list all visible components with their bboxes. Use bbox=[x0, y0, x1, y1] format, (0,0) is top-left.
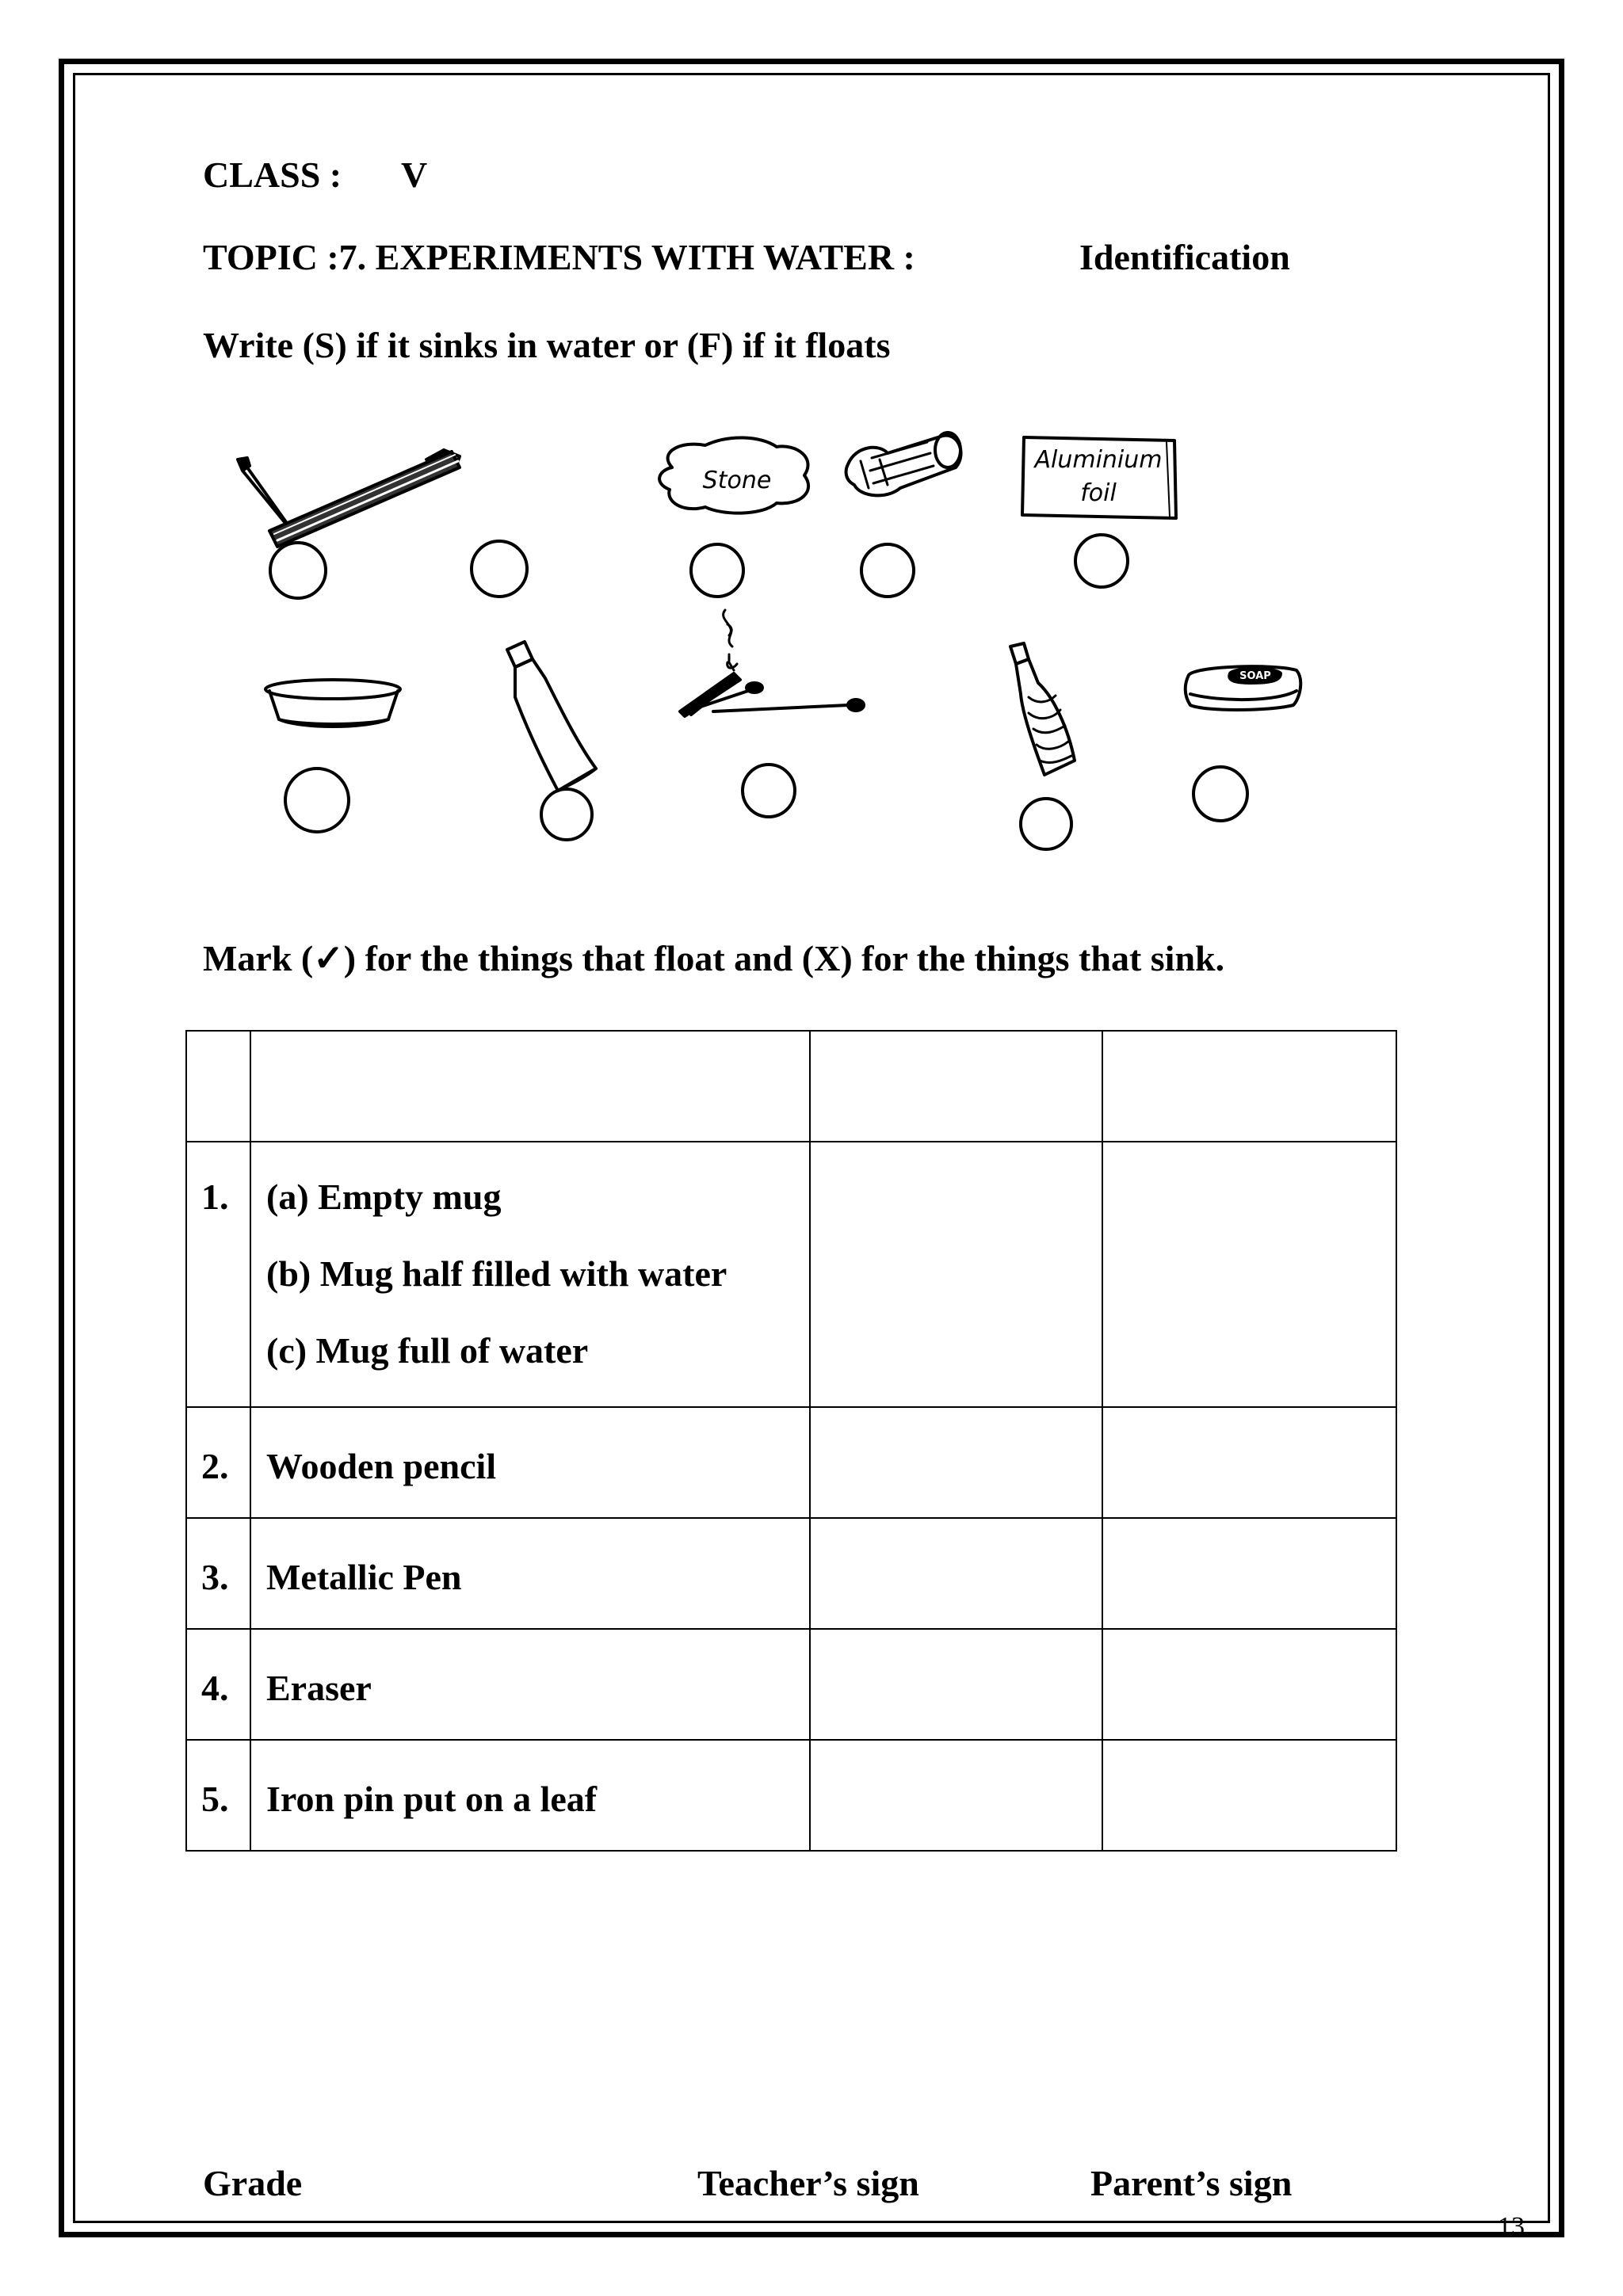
row-number: 5. bbox=[201, 1779, 229, 1819]
row-number: 4. bbox=[201, 1668, 229, 1708]
sink-mark-cell[interactable] bbox=[1103, 1408, 1396, 1517]
row-item-text: Metallic Pen bbox=[266, 1557, 462, 1597]
sink-mark-cell[interactable] bbox=[1103, 1519, 1396, 1628]
answer-circle-glass-bottle[interactable] bbox=[1021, 799, 1071, 849]
answer-circle-pencil[interactable] bbox=[472, 541, 527, 597]
check-mark-icon: ✓ bbox=[313, 938, 344, 978]
float-mark-cell[interactable] bbox=[811, 1630, 1102, 1739]
row-item-text: (a) Empty mug bbox=[266, 1177, 502, 1217]
float-mark-cell[interactable] bbox=[811, 1741, 1102, 1850]
answer-circle-log[interactable] bbox=[861, 544, 914, 597]
plate-illustration bbox=[265, 680, 400, 727]
row-item-text: (c) Mug full of water bbox=[266, 1330, 589, 1371]
float-sink-table bbox=[185, 1030, 1397, 1852]
page-number: 13 bbox=[1498, 2212, 1525, 2241]
aluminium-label-line2: foil bbox=[1080, 479, 1117, 507]
parent-sign-label: Parent’s sign bbox=[1090, 2163, 1293, 2203]
class-label: CLASS : bbox=[203, 154, 342, 195]
answer-circle-pin[interactable] bbox=[270, 543, 326, 598]
table-header-row bbox=[185, 1030, 1397, 1141]
topic-type: Identification bbox=[1079, 237, 1290, 277]
aluminium-foil-illustration bbox=[1022, 437, 1176, 518]
row-item-text: Iron pin put on a leaf bbox=[266, 1779, 598, 1819]
aluminium-label-line1: Aluminium bbox=[1034, 446, 1163, 474]
float-mark-cell[interactable] bbox=[811, 1142, 1102, 1406]
sink-float-illustrations bbox=[190, 412, 1347, 856]
answer-circle-plate[interactable] bbox=[285, 769, 349, 832]
row-item-text: Eraser bbox=[266, 1668, 372, 1708]
row-number: 1. bbox=[201, 1177, 229, 1217]
answer-circle-stone[interactable] bbox=[691, 544, 743, 597]
row-number: 3. bbox=[201, 1557, 229, 1597]
sink-mark-cell[interactable] bbox=[1103, 1741, 1396, 1850]
soap-label: SOAP bbox=[1239, 670, 1271, 682]
stone-illustration bbox=[659, 437, 808, 513]
sink-mark-cell[interactable] bbox=[1103, 1630, 1396, 1739]
soap-illustration bbox=[1186, 666, 1301, 710]
teacher-sign-label: Teacher’s sign bbox=[697, 2163, 919, 2203]
log-illustration bbox=[846, 433, 961, 495]
row-item-text: (b) Mug half filled with water bbox=[266, 1253, 727, 1294]
grade-label: Grade bbox=[203, 2163, 303, 2203]
answer-circle-bottle[interactable] bbox=[541, 789, 592, 840]
topic-title: TOPIC :7. EXPERIMENTS WITH WATER : bbox=[203, 237, 915, 277]
answer-circle-matchsticks[interactable] bbox=[743, 765, 795, 817]
sink-float-instruction: Write (S) if it sinks in water or (F) if it floats bbox=[203, 325, 891, 365]
float-mark-cell[interactable] bbox=[811, 1519, 1102, 1628]
float-sink-instruction: Mark (✓) for the things that float and (X) for the things that sink. bbox=[203, 938, 1225, 978]
float-mark-cell[interactable] bbox=[811, 1408, 1102, 1517]
stone-label: Stone bbox=[702, 467, 772, 494]
answer-circle-aluminium-foil[interactable] bbox=[1075, 535, 1128, 587]
pencil-illustration bbox=[269, 412, 475, 547]
matchsticks-illustration bbox=[680, 610, 864, 716]
pin-illustration bbox=[238, 458, 292, 531]
sink-mark-cell[interactable] bbox=[1103, 1142, 1396, 1406]
row-item-text: Wooden pencil bbox=[266, 1446, 497, 1486]
class-value: V bbox=[401, 154, 428, 195]
row-number: 2. bbox=[201, 1446, 229, 1486]
answer-circle-soap[interactable] bbox=[1193, 767, 1247, 821]
glass-bottle-illustration bbox=[1010, 643, 1075, 775]
bottle-illustration bbox=[507, 642, 596, 791]
